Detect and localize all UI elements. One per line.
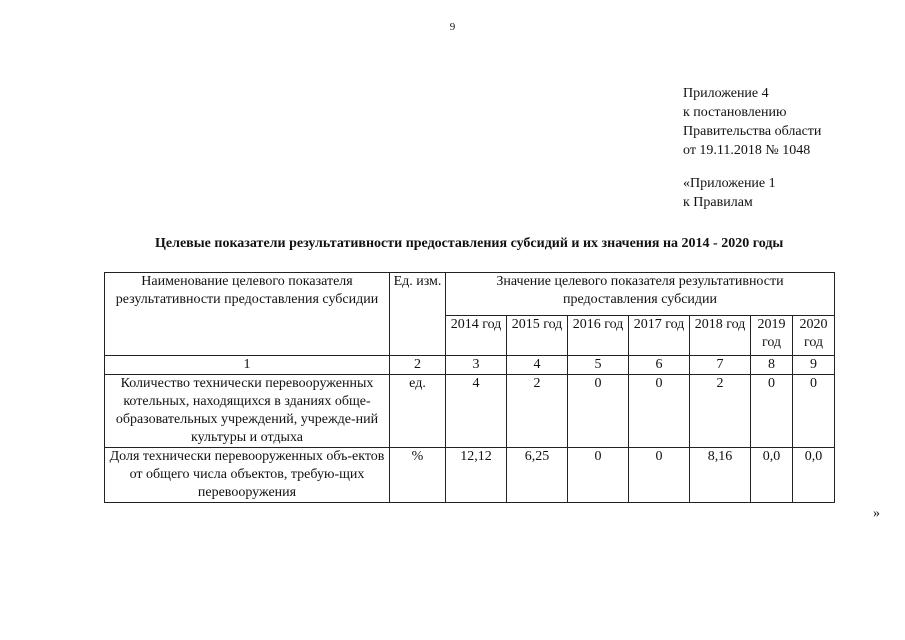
- indicator-value: 0: [793, 375, 835, 448]
- column-number: 7: [690, 356, 751, 375]
- column-number: 6: [629, 356, 690, 375]
- indicator-value: 0: [751, 375, 793, 448]
- column-number: 5: [568, 356, 629, 375]
- indicator-value: 6,25: [507, 448, 568, 503]
- closing-quote: »: [873, 506, 880, 521]
- column-number: 9: [793, 356, 835, 375]
- page-number: 9: [449, 21, 456, 33]
- document-title: Целевые показатели результативности предоставления субсидий и их значения на 2014 - 2020 годы: [155, 236, 784, 251]
- year-header: 2014 год: [446, 315, 507, 355]
- indicator-name: Количество технически перевооруженных котельных, находящихся в зданиях обще-образовательных учреждений, учрежде-ний культуры и отдыха: [105, 375, 390, 448]
- indicator-value: 2: [690, 375, 751, 448]
- indicator-value: 0,0: [751, 448, 793, 503]
- year-header: 2016 год: [568, 315, 629, 355]
- indicator-unit: %: [390, 448, 446, 503]
- column-number: 1: [105, 356, 390, 375]
- indicator-value: 4: [446, 375, 507, 448]
- column-number: 3: [446, 356, 507, 375]
- appendix-line: к Правилам: [683, 195, 753, 210]
- appendix-block: [683, 84, 821, 212]
- year-header: 2015 год: [507, 315, 568, 355]
- appendix-line: «Приложение 1: [683, 176, 776, 191]
- indicator-value: 12,12: [446, 448, 507, 503]
- indicator-value: 2: [507, 375, 568, 448]
- indicator-value: 0: [568, 448, 629, 503]
- indicator-value: 0: [629, 448, 690, 503]
- header-unit: Ед. изм.: [390, 273, 446, 356]
- table-row: [105, 448, 835, 503]
- header-indicator-name: Наименование целевого показателя результативности предоставления субсидии: [105, 273, 390, 356]
- year-header: 2020 год: [793, 315, 835, 355]
- indicator-value: 0: [568, 375, 629, 448]
- indicator-value: 0: [629, 375, 690, 448]
- table-header-row: [105, 273, 835, 316]
- header-values: Значение целевого показателя результативности предоставления субсидии: [446, 273, 835, 316]
- year-header: 2018 год: [690, 315, 751, 355]
- year-header: 2017 год: [629, 315, 690, 355]
- column-number-row: [105, 356, 835, 375]
- column-number: 8: [751, 356, 793, 375]
- appendix-line: от 19.11.2018 № 1048: [683, 143, 811, 158]
- indicator-value: 8,16: [690, 448, 751, 503]
- appendix-line: Приложение 4: [683, 86, 769, 101]
- appendix-line: к постановлению: [683, 105, 787, 120]
- indicator-unit: ед.: [390, 375, 446, 448]
- column-number: 2: [390, 356, 446, 375]
- indicator-name: Доля технически перевооруженных объ-ектов от общего числа объектов, требую-щих перевооружения: [105, 448, 390, 503]
- table-row: [105, 375, 835, 448]
- indicators-table: [104, 272, 835, 503]
- year-header: 2019 год: [751, 315, 793, 355]
- indicator-value: 0,0: [793, 448, 835, 503]
- column-number: 4: [507, 356, 568, 375]
- appendix-line: Правительства области: [683, 124, 822, 139]
